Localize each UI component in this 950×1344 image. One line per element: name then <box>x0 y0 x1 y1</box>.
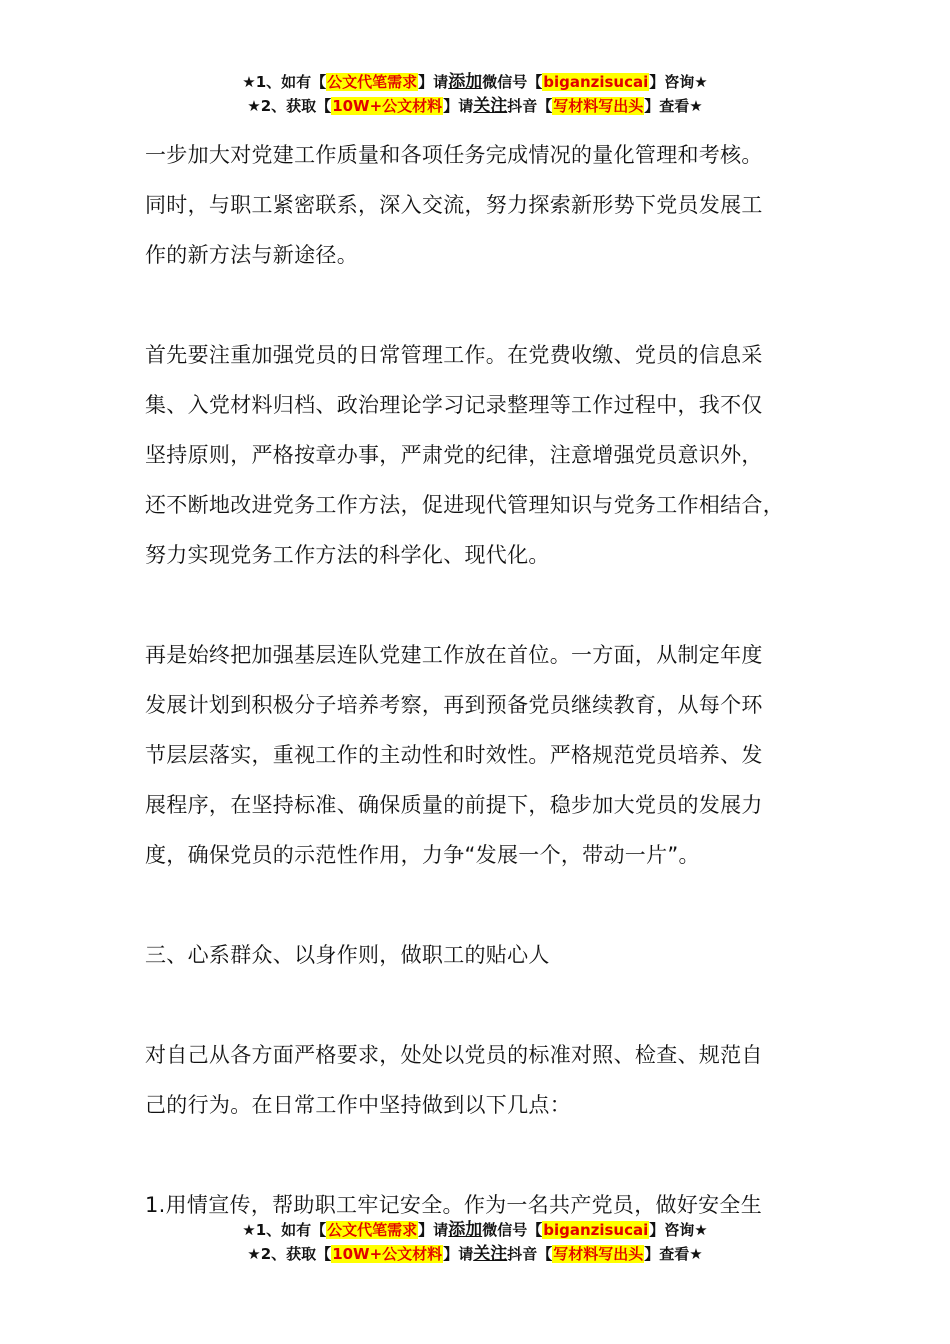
paragraph-1 <box>145 130 835 280</box>
text-line: 度，确保党员的示范性作用，力争“发展一个，带动一片”。 <box>145 843 700 867</box>
text-line: 努力实现党务工作方法的科学化、现代化。 <box>145 543 550 567</box>
banner-highlight: 10W+公文材料 <box>332 1245 443 1263</box>
banner-highlight: 10W+公文材料 <box>332 97 443 115</box>
footer-banner-line-2 <box>0 1242 950 1266</box>
banner-highlight: 写材料写出头 <box>553 97 644 115</box>
text-line: 坚持原则，严格按章办事，严肃党的纪律，注意增强党员意识外， <box>145 443 763 467</box>
text-line: 节层层落实，重视工作的主动性和时效性。严格规范党员培养、发 <box>145 743 763 767</box>
banner-text: ★2、获取【 <box>247 97 332 115</box>
text-line: 展程序，在坚持标准、确保质量的前提下，稳步加大党员的发展力 <box>145 793 763 817</box>
text-line: 发展计划到积极分子培养考察，再到预备党员继续教育，从每个环 <box>145 693 763 717</box>
document-body <box>145 130 835 1280</box>
banner-text: 】请 <box>418 1221 449 1239</box>
banner-highlight: 公文代笔需求 <box>327 73 418 91</box>
banner-highlight: 写材料写出头 <box>553 1245 644 1263</box>
section-heading <box>145 930 835 980</box>
text-line: 还不断地改进党务工作方法，促进现代管理知识与党务工作相结合， <box>145 493 784 517</box>
banner-text: ★1、如有【 <box>242 1221 327 1239</box>
paragraph-2 <box>145 330 835 580</box>
paragraph-5 <box>145 1030 835 1130</box>
banner-text: 抖音【 <box>507 97 553 115</box>
footer-banner-line-1 <box>0 1218 950 1242</box>
banner-highlight: biganzisucai <box>543 1221 649 1239</box>
banner-text: 】查看★ <box>644 1245 703 1263</box>
banner-text: 】请 <box>443 97 474 115</box>
banner-text: 】查看★ <box>644 97 703 115</box>
banner-underline: 添加 <box>448 1220 483 1240</box>
banner-highlight: 公文代笔需求 <box>327 1221 418 1239</box>
header-banner <box>0 70 950 118</box>
paragraph-3 <box>145 630 835 880</box>
footer-banner <box>0 1218 950 1266</box>
banner-highlight: biganzisucai <box>543 73 649 91</box>
banner-underline: 关注 <box>473 96 508 116</box>
banner-text: 抖音【 <box>507 1245 553 1263</box>
banner-text: 】咨询★ <box>649 1221 708 1239</box>
header-banner-line-1 <box>0 70 950 94</box>
banner-text: ★2、获取【 <box>247 1245 332 1263</box>
text-line: 一步加大对党建工作质量和各项任务完成情况的量化管理和考核。 <box>145 143 763 167</box>
text-line: 三、心系群众、以身作则，做职工的贴心人 <box>145 943 550 967</box>
text-line: 1.用情宣传，帮助职工牢记安全。作为一名共产党员，做好安全生 <box>145 1193 763 1217</box>
banner-text: 微信号【 <box>482 1221 543 1239</box>
banner-text: 】咨询★ <box>649 73 708 91</box>
banner-text: 】请 <box>418 73 449 91</box>
banner-text: 】请 <box>443 1245 474 1263</box>
header-banner-line-2 <box>0 94 950 118</box>
text-line: 作的新方法与新途径。 <box>145 243 358 267</box>
text-line: 同时，与职工紧密联系，深入交流，努力探索新形势下党员发展工 <box>145 193 763 217</box>
banner-underline: 关注 <box>473 1244 508 1264</box>
banner-text: 微信号【 <box>482 73 543 91</box>
text-line: 对自己从各方面严格要求，处处以党员的标准对照、检查、规范自 <box>145 1043 763 1067</box>
banner-text: ★1、如有【 <box>242 73 327 91</box>
text-line: 集、入党材料归档、政治理论学习记录整理等工作过程中，我不仅 <box>145 393 763 417</box>
text-line: 己的行为。在日常工作中坚持做到以下几点： <box>145 1093 571 1117</box>
text-line: 再是始终把加强基层连队党建工作放在首位。一方面，从制定年度 <box>145 643 763 667</box>
banner-underline: 添加 <box>448 72 483 92</box>
text-line: 首先要注重加强党员的日常管理工作。在党费收缴、党员的信息采 <box>145 343 763 367</box>
